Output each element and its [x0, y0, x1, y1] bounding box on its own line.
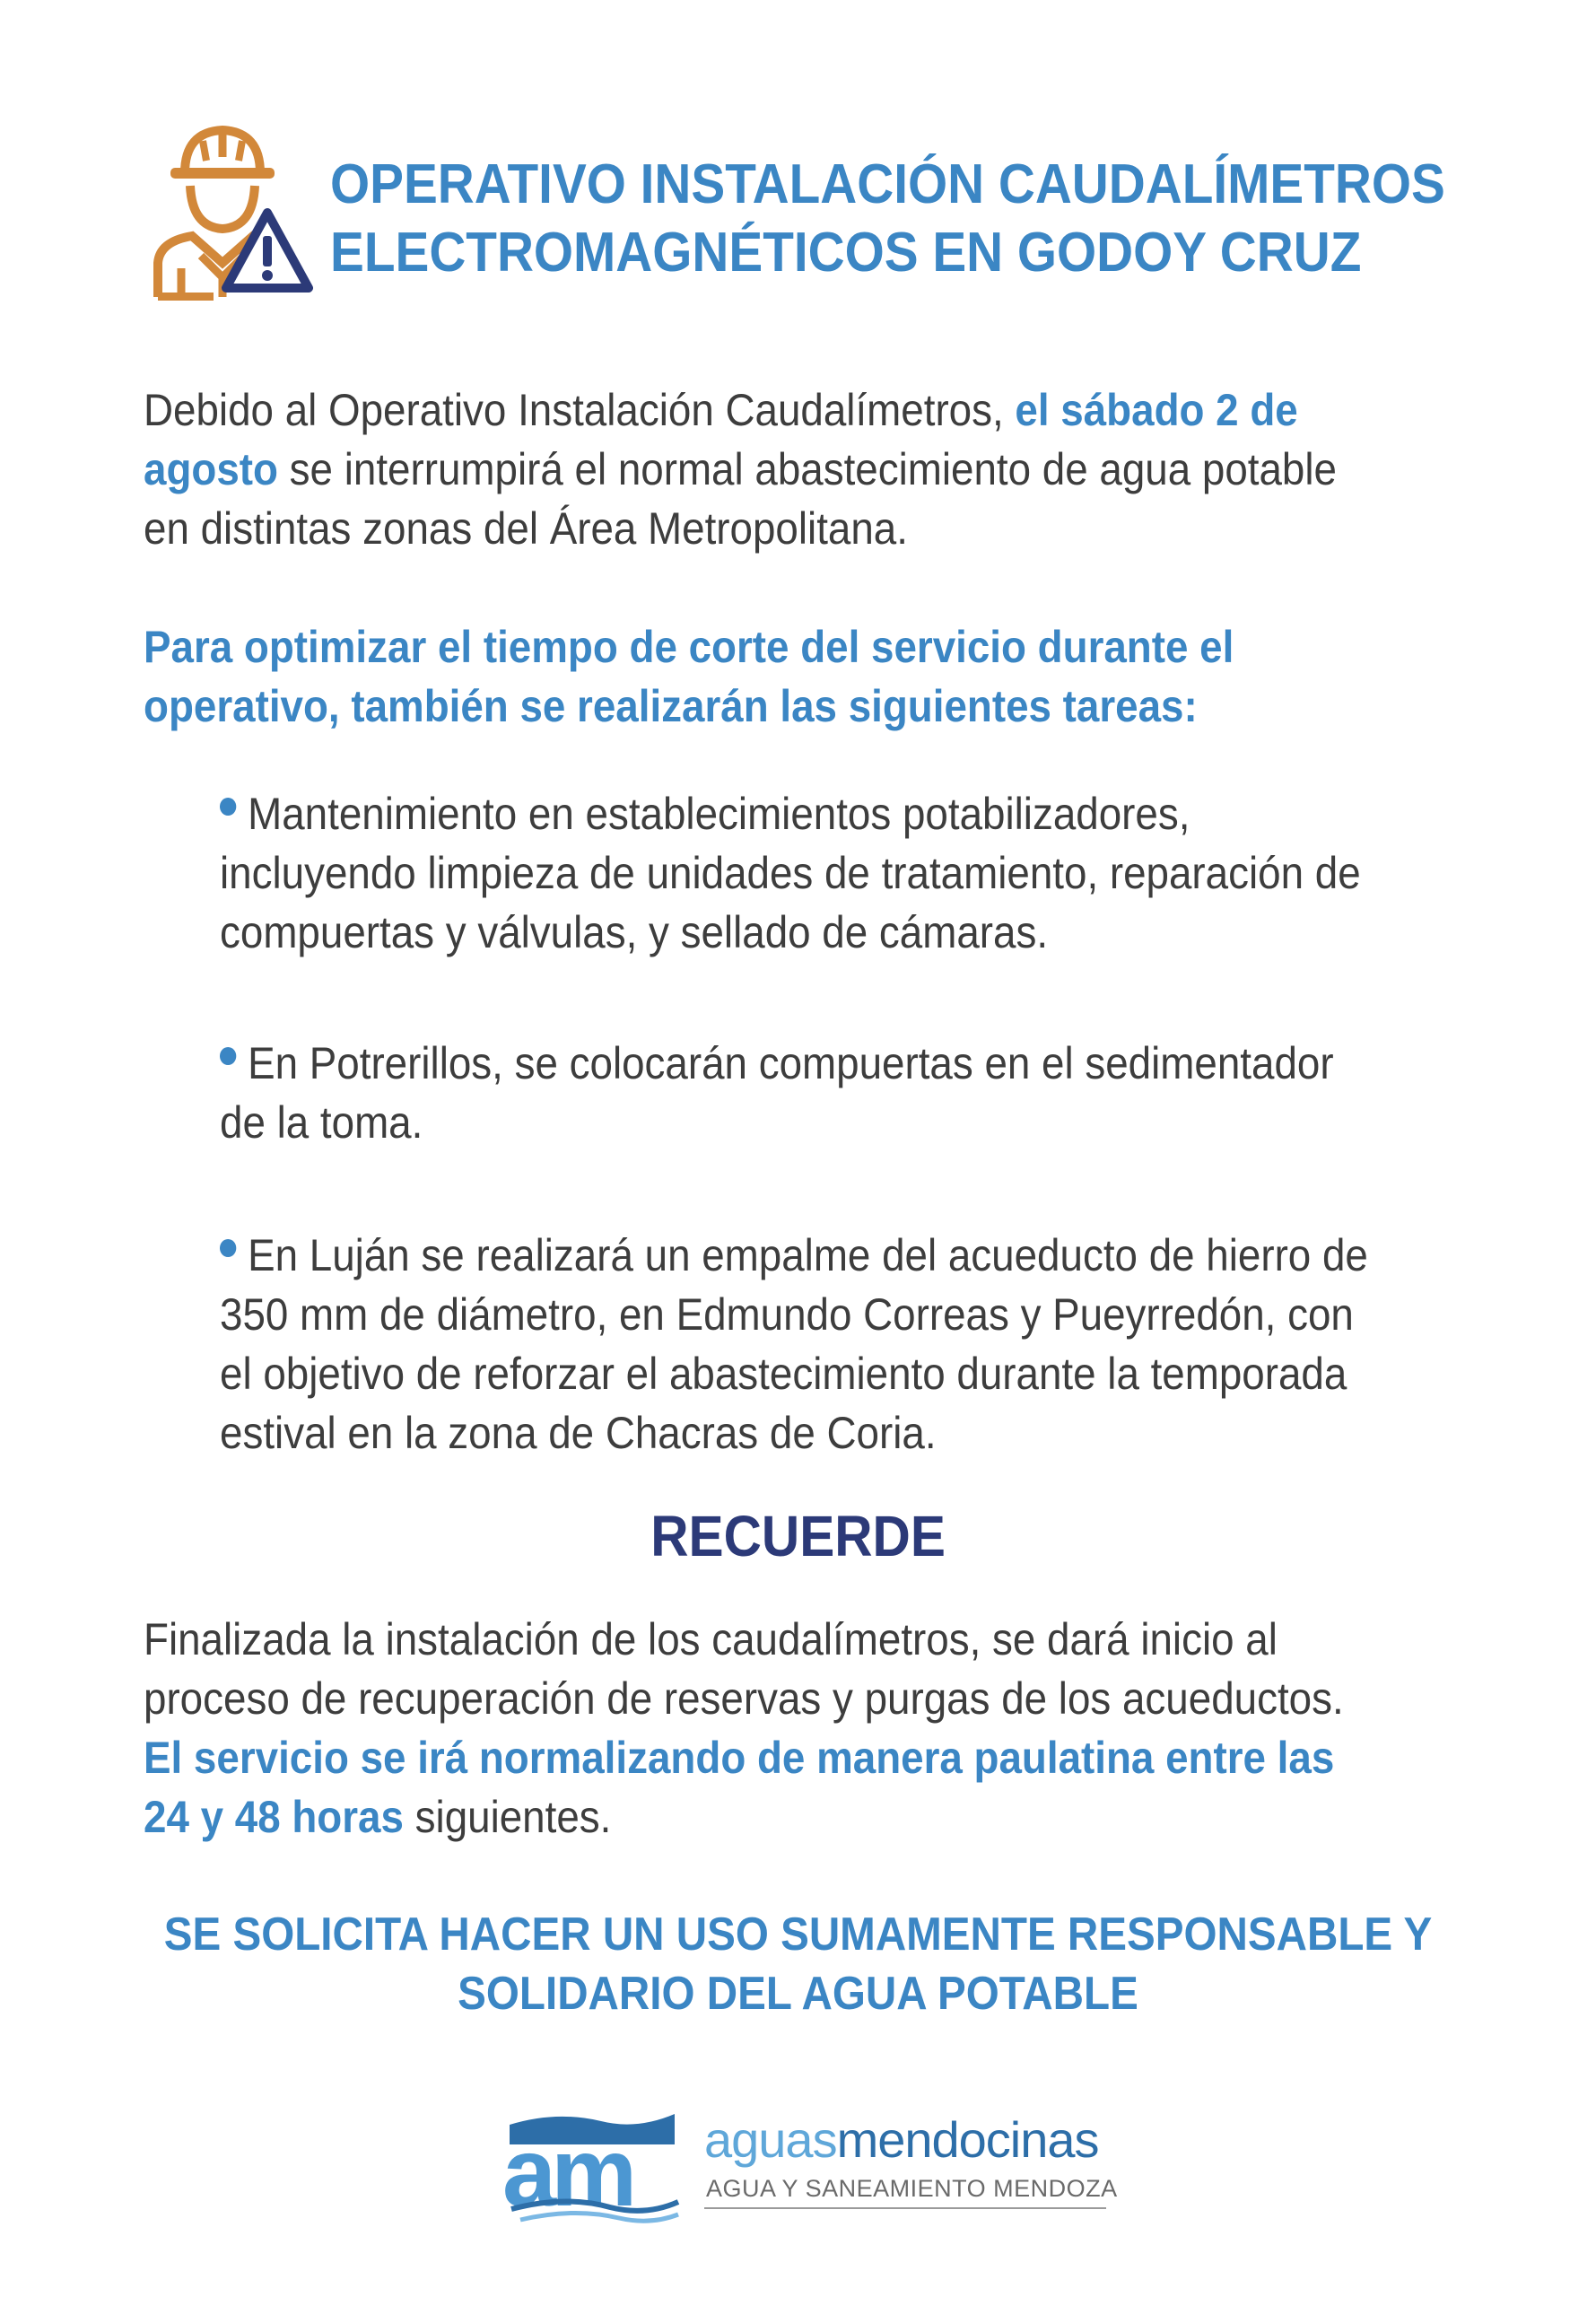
brand-subtitle: AGUA Y SANEAMIENTO MENDOZA — [706, 2175, 1118, 2202]
closing-line-1: SE SOLICITA HACER UN USO SUMAMENTE RESPONSABLE Y — [163, 1908, 1433, 1961]
task-item — [220, 1034, 1385, 1152]
title-line-1: OPERATIVO INSTALACIÓN CAUDALÍMETROS — [330, 153, 1445, 215]
bullet-dot-icon — [220, 798, 236, 816]
reminder-highlight: El servicio se irá normalizando de manera paulatina entre las 24 y 48 horas — [144, 1733, 1335, 1842]
intro-text-1: Debido al Operativo Instalación Caudalímetros, — [144, 385, 1016, 435]
brand-name-dark: mendocinas — [836, 2111, 1099, 2168]
brand-name-light: aguas — [704, 2111, 837, 2168]
page-title — [330, 151, 1445, 287]
reminder-text-2: siguientes. — [403, 1792, 612, 1842]
bullet-dot-icon — [220, 1239, 236, 1257]
task-text: En Potrerillos, se colocarán compuertas en el sedimentador de la toma. — [220, 1038, 1334, 1148]
closing-line-2: SOLIDARIO DEL AGUA POTABLE — [458, 1968, 1138, 2020]
footer-brand — [502, 2109, 1118, 2225]
bullet-dot-icon — [220, 1047, 236, 1065]
task-item — [220, 1226, 1385, 1463]
reminder-paragraph — [144, 1610, 1375, 1847]
intro-date-highlight: el sábado 2 de agosto — [144, 385, 1298, 494]
brand-name — [704, 2109, 1099, 2171]
recuerde-heading — [0, 1500, 1596, 1572]
header — [151, 121, 1496, 301]
reminder-text-1: Finalizada la instalación de los caudalímetros, se dará inicio al proceso de recuperación de reservas y purgas de los acueductos. — [144, 1614, 1344, 1724]
intro-text-2: se interrumpirá el normal abastecimiento de agua potable en distintas zonas del Área Metropolitana. — [144, 444, 1337, 554]
worker-warning-icon — [151, 121, 321, 301]
brand-underline — [704, 2207, 1106, 2209]
task-item — [220, 784, 1385, 962]
intro-paragraph — [144, 380, 1375, 558]
task-text: En Luján se realizará un empalme del acueducto de hierro de 350 mm de diámetro, en Edmundo Correas y Pueyrredón, con el objetivo de reforzar el abastecimiento durante la temporada estival en la zona de Chacras de Coria. — [220, 1230, 1368, 1458]
svg-text:am: am — [502, 2118, 632, 2225]
tasks-heading: Para optimizar el tiempo de corte del servicio durante el operativo, también se realizarán las siguientes tareas: — [144, 622, 1234, 731]
aguas-mendocinas-logo — [502, 2109, 682, 2225]
closing-message — [0, 1905, 1596, 2023]
task-text: Mantenimiento en establecimientos potabilizadores, incluyendo limpieza de unidades de tratamiento, reparación de compuertas y válvulas, y sellado de cámaras. — [220, 789, 1361, 957]
title-line-2: ELECTROMAGNÉTICOS EN GODOY CRUZ — [330, 222, 1362, 284]
recuerde-text: RECUERDE — [650, 1504, 946, 1568]
